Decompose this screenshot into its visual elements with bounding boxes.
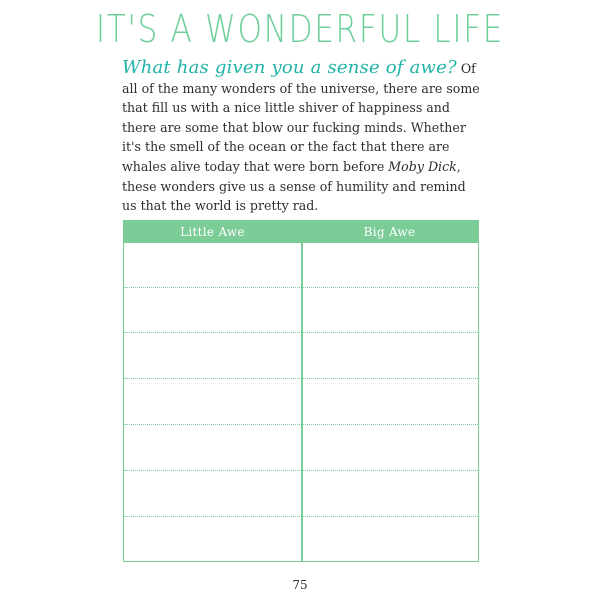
page-title: IT'S A WONDERFUL LIFE: [95, 7, 505, 51]
row-divider: [124, 332, 478, 333]
column-header-little-awe: Little Awe: [180, 225, 245, 239]
row-divider: [124, 378, 478, 379]
row-divider: [124, 470, 478, 471]
table-header: [124, 221, 478, 243]
awe-table: [123, 220, 479, 562]
row-divider: [124, 516, 478, 517]
column-divider: [301, 243, 303, 561]
row-divider: [124, 287, 478, 288]
intro-paragraph: [122, 58, 482, 216]
intro-text-part-1: Of all of the many wonders of the universe, there are some that fill us with a nice little shiver of happiness and there are some that blow our fucking minds. Whether it's the smell of the ocean or the fact that there are whales alive today that were born before: [122, 61, 480, 174]
row-divider: [124, 424, 478, 425]
page-number: 75: [292, 578, 308, 592]
prompt-question: What has given you a sense of awe?: [122, 57, 457, 78]
intro-book-title: Moby Dick: [388, 158, 457, 174]
column-header-big-awe: Big Awe: [363, 225, 416, 239]
intro-text-part-2: , these wonders give us a sense of humility and remind us that the world is pretty rad.: [122, 158, 466, 214]
